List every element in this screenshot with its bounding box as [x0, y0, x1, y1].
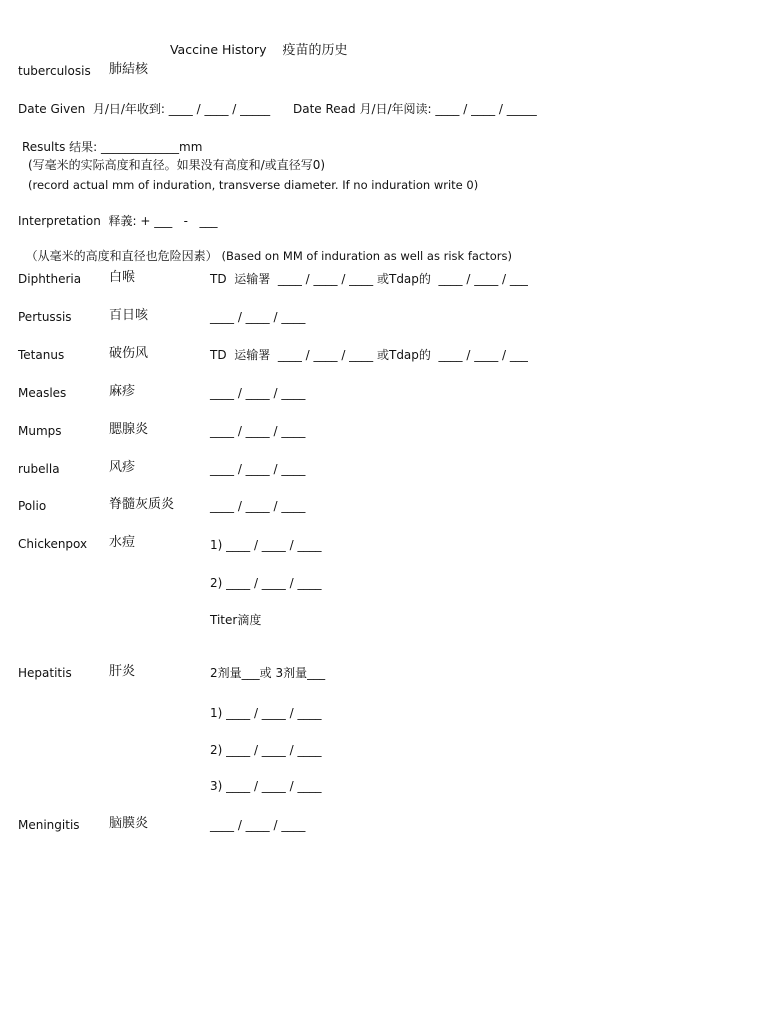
tb-interp-note: [18, 232, 512, 264]
vaccine-tetanus-entry[interactable]: TD 运输署 ____ / ____ / ____ 或Tdap的 ____ / ____ / ___: [210, 348, 528, 362]
tb-date-given-field[interactable]: Date Given 月/日/年收到: ____ / ____ / _____: [18, 102, 271, 116]
title-en: Vaccine History: [169, 42, 267, 57]
hepatitis-entry-2[interactable]: 2) ____ / ____ / ____: [210, 743, 322, 757]
vaccine-chickenpox-en: Chickenpox: [18, 537, 88, 551]
vaccine-pertussis-en: Pertussis: [18, 310, 72, 324]
vaccine-polio-en: Polio: [18, 499, 47, 513]
vaccine-measles-entry[interactable]: ____ / ____ / ____: [210, 386, 306, 400]
vaccine-rubella-zh: 风疹: [109, 460, 136, 475]
vaccine-rubella-entry[interactable]: ____ / ____ / ____: [210, 462, 306, 476]
vaccine-tetanus-en: Tetanus: [18, 348, 65, 362]
vaccine-diphtheria-entry[interactable]: TD 运输署 ____ / ____ / ____ 或Tdap的 ____ / ____ / ___: [210, 272, 528, 286]
vaccine-mumps-entry[interactable]: ____ / ____ / ____: [210, 424, 306, 438]
vaccine-measles-en: Measles: [18, 386, 67, 400]
vaccine-meningitis-en: Meningitis: [18, 818, 80, 832]
chickenpox-entry-2[interactable]: 2) ____ / ____ / ____: [210, 576, 322, 590]
vaccine-meningitis-zh: 脑膜炎: [109, 816, 149, 831]
vaccine-rubella-en: rubella: [18, 462, 60, 476]
vaccine-diphtheria-zh: 白喉: [109, 270, 136, 285]
tb-results-field[interactable]: Results 结果: _____________mm: [22, 140, 203, 154]
vaccine-pertussis-zh: 百日咳: [109, 308, 149, 323]
tb-interpretation-field[interactable]: Interpretation 释義: + ___ - ___: [18, 214, 218, 228]
vaccine-diphtheria-en: Diphtheria: [18, 272, 82, 286]
vaccine-measles-zh: 麻疹: [109, 384, 136, 399]
chickenpox-entry-1[interactable]: 1) ____ / ____ / ____: [210, 538, 322, 552]
vaccine-mumps-zh: 腮腺炎: [109, 422, 149, 437]
hepatitis-dose-choice[interactable]: 2剂量___或 3剂量___: [210, 666, 326, 680]
vaccine-mumps-en: Mumps: [18, 424, 62, 438]
vaccine-pertussis-entry[interactable]: ____ / ____ / ____: [210, 310, 306, 324]
tb-label-zh: 肺結核: [109, 62, 149, 77]
hepatitis-entry-3[interactable]: 3) ____ / ____ / ____: [210, 779, 322, 793]
vaccine-chickenpox-zh: 水痘: [109, 535, 136, 550]
hepatitis-entry-1[interactable]: 1) ____ / ____ / ____: [210, 706, 322, 720]
tb-interp-note-zh: （从毫米的高度和直径也危险因素）: [25, 249, 218, 263]
vaccine-hepatitis-zh: 肝炎: [109, 664, 136, 679]
tb-results-note-zh: (写毫米的实际高度和直径。如果没有高度和/或直径写0): [28, 158, 326, 172]
page-title: [162, 26, 347, 59]
vaccine-hepatitis-en: Hepatitis: [18, 666, 72, 680]
tb-interp-note-en: (Based on MM of induration as well as risk factors): [221, 249, 512, 263]
tb-results-note-en: (record actual mm of induration, transverse diameter. If no induration write 0): [28, 178, 479, 192]
vaccine-polio-zh: 脊髓灰质炎: [109, 497, 175, 512]
chickenpox-titer[interactable]: Titer滴度: [210, 613, 262, 627]
vaccine-polio-entry[interactable]: ____ / ____ / ____: [210, 499, 306, 513]
title-zh: 疫苗的历史: [282, 43, 348, 58]
vaccine-tetanus-zh: 破伤风: [109, 346, 149, 361]
vaccine-meningitis-entry[interactable]: ____ / ____ / ____: [210, 818, 306, 832]
tb-date-read-field[interactable]: Date Read 月/日/年阅读: ____ / ____ / _____: [293, 102, 537, 116]
tb-label-en: tuberculosis: [18, 64, 91, 78]
